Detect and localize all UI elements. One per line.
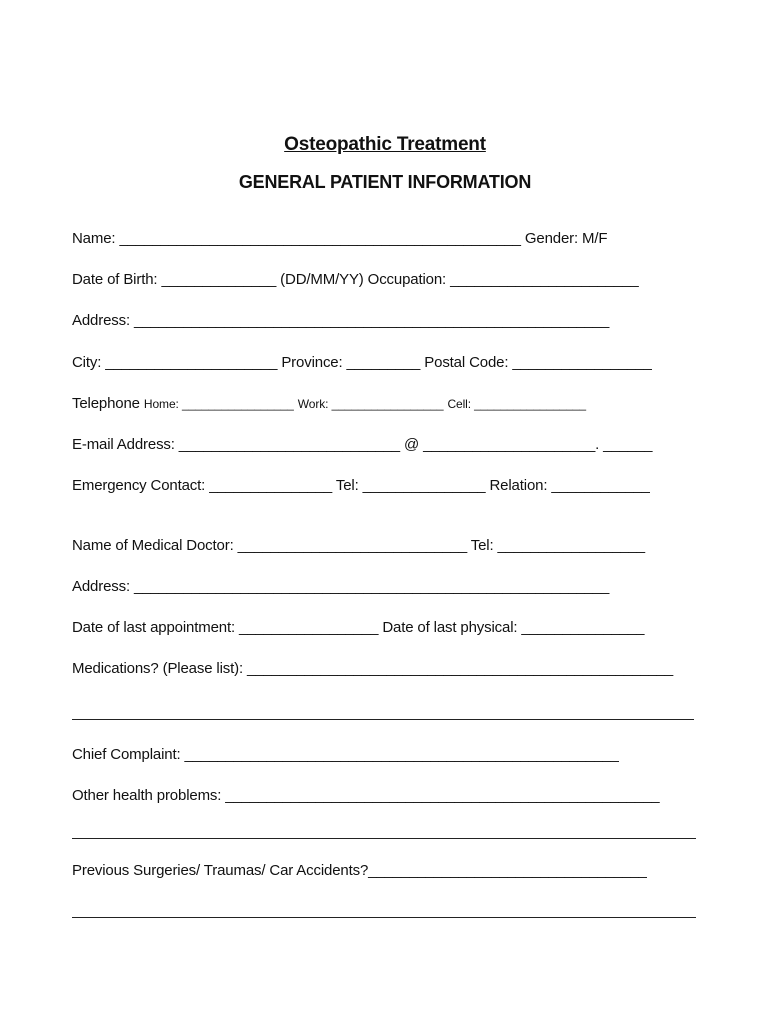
chief-complaint-field[interactable]: Chief Complaint: _____________________________________________________ (72, 746, 619, 763)
medical-doctor-field[interactable]: Name of Medical Doctor: ____________________________ Tel: __________________ (72, 537, 645, 554)
emergency-contact-field[interactable]: Emergency Contact: _______________ Tel: _______________ Relation: ____________ (72, 477, 650, 494)
other-health-problems-field[interactable]: Other health problems: _____________________________________________________ (72, 787, 660, 804)
form-title: Osteopathic Treatment (284, 134, 486, 155)
telephone-label: Telephone (72, 395, 140, 412)
medications-continuation-line[interactable] (72, 719, 694, 720)
last-appointment-physical-field[interactable]: Date of last appointment: _________________ Date of last physical: _______________ (72, 619, 645, 636)
surgeries-continuation-line[interactable] (72, 917, 696, 918)
address-field[interactable]: Address: __________________________________________________________ (72, 312, 610, 329)
city-province-postal-field[interactable]: City: _____________________ Province: _________ Postal Code: _________________ (72, 354, 652, 371)
telephone-home-field[interactable]: Home: _________________ (143, 397, 294, 411)
dob-occupation-field[interactable]: Date of Birth: ______________ (DD/MM/YY) Occupation: _______________________ (72, 271, 639, 288)
other-health-continuation-line[interactable] (72, 838, 696, 839)
telephone-cell-field[interactable]: Cell: _________________ (447, 397, 586, 411)
form-subtitle: GENERAL PATIENT INFORMATION (238, 172, 532, 192)
telephone-row (72, 394, 586, 414)
medications-field[interactable]: Medications? (Please list): ____________________________________________________ (72, 660, 674, 677)
telephone-work-field[interactable]: Work: _________________ (297, 397, 444, 411)
doctor-address-field[interactable]: Address: __________________________________________________________ (72, 578, 610, 595)
name-gender-field[interactable]: Name: _________________________________________________ Gender: M/F (72, 230, 608, 247)
email-field[interactable]: E-mail Address: ___________________________ @ _____________________. ______ (72, 436, 653, 453)
previous-surgeries-field[interactable]: Previous Surgeries/ Traumas/ Car Accidents?__________________________________ (72, 862, 647, 879)
